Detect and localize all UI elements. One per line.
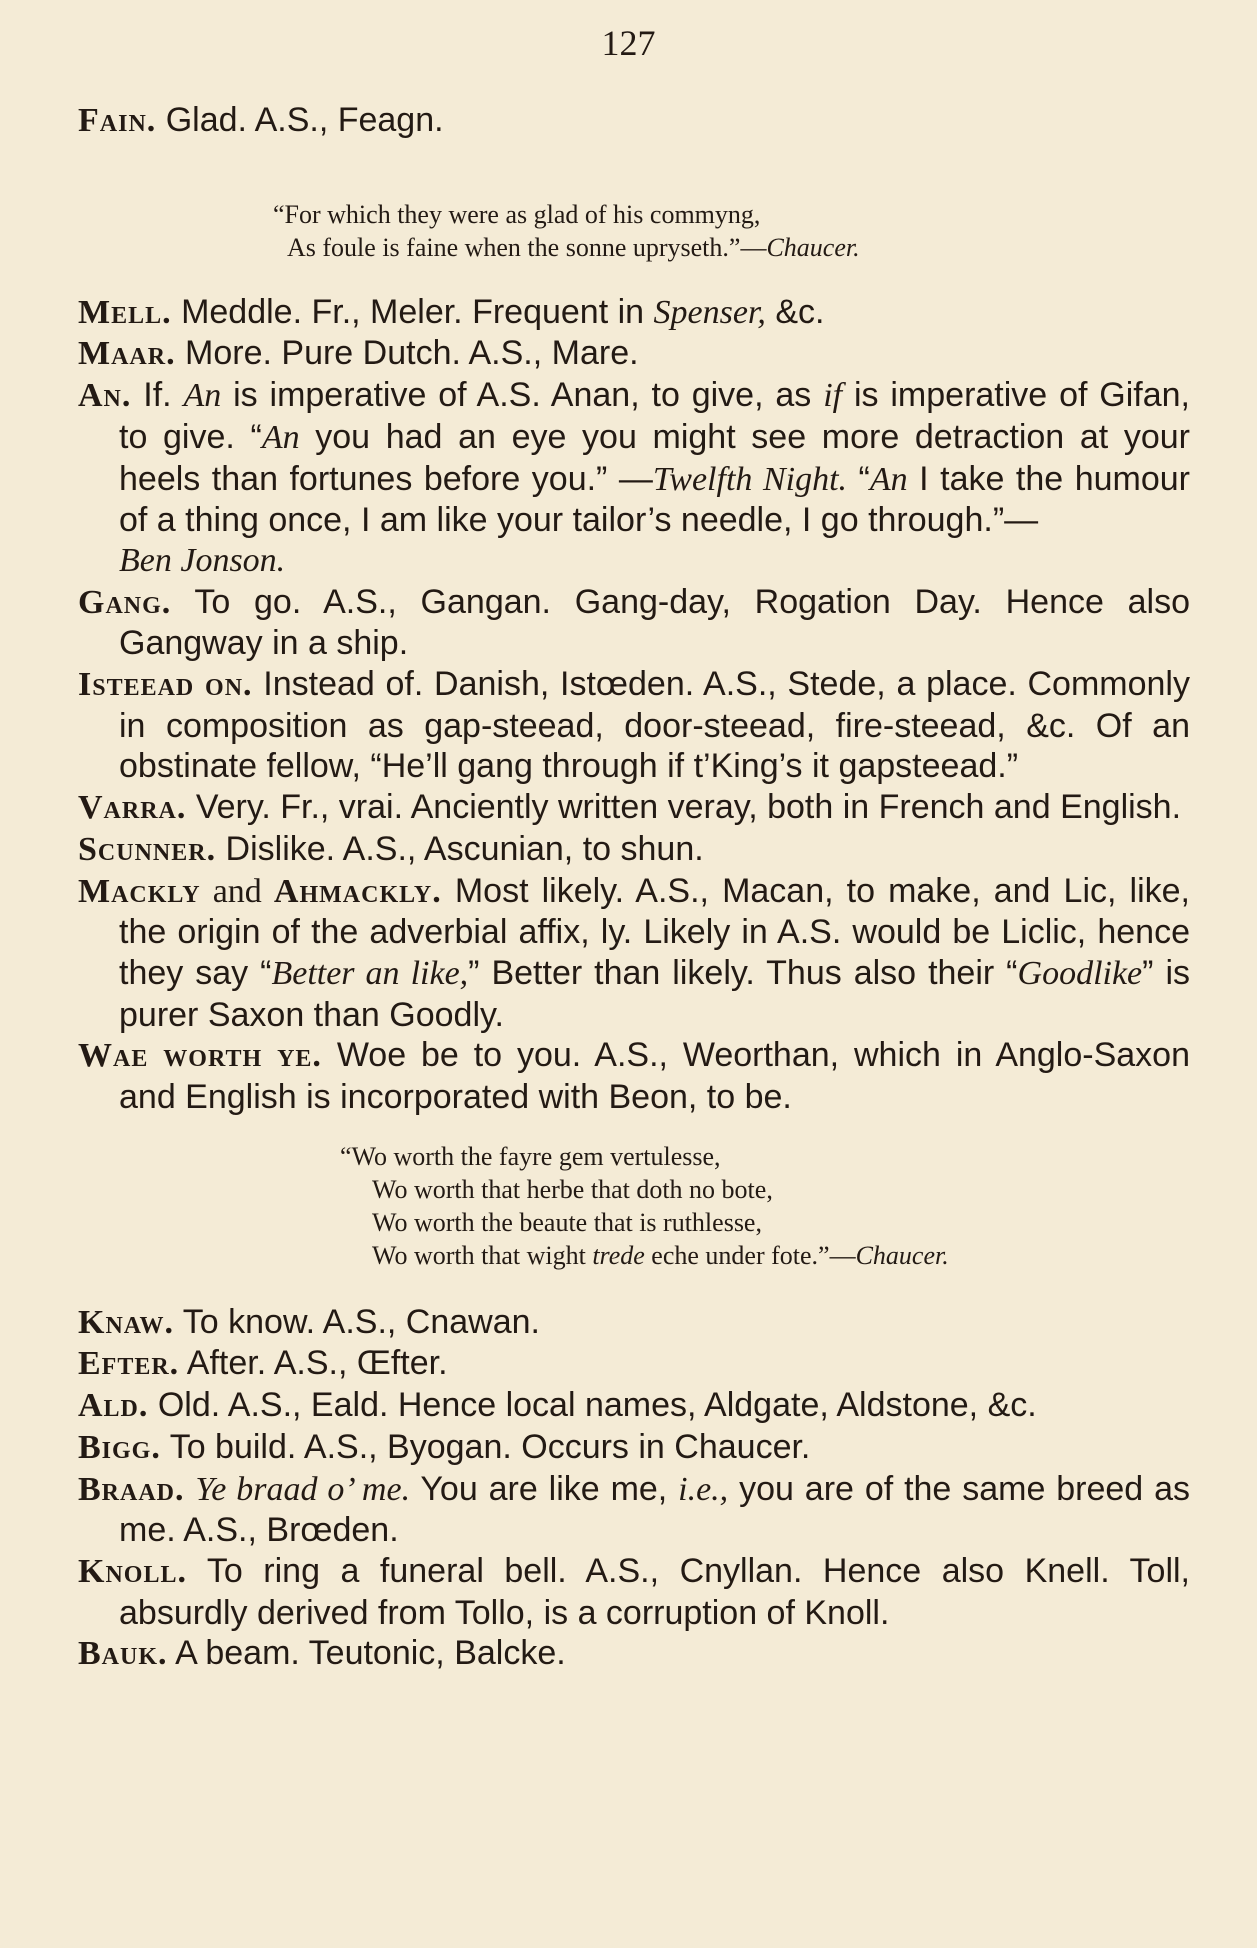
headword: Efter. (78, 1345, 180, 1383)
entry-isteead-on (78, 664, 1190, 787)
quote-line: Wo worth the beaute that is ruthlesse, (372, 1207, 762, 1237)
italic-term: An (261, 418, 300, 456)
headword: Varra. (78, 789, 187, 827)
headword: Wae worth ye. (78, 1037, 322, 1075)
definition: ” is purer Saxon than Goodly. (119, 953, 1191, 1034)
entry-fain (78, 100, 1190, 142)
definition: Woe be to you. A.S., Weorthan, which in Anglo-Saxon and English is incorporated with Beon, to be. (119, 1036, 1191, 1117)
definition: is imperative of Gifan, to give. “ (119, 376, 1190, 456)
headword: Maar. (78, 335, 176, 373)
entry-knaw (78, 1302, 1190, 1344)
quote-line (340, 1239, 1190, 1272)
definition: You are like me, (410, 1469, 679, 1508)
definition: Instead of. Danish, Istœden. A.S., Stede, a place. Commonly in composition as gap-steead, door-steead, fire-steead, &c. Of an obstinate fellow, “He’ll gang through if t’King’s it gapsteead.” (119, 665, 1190, 786)
entry-varra (78, 787, 1190, 829)
quote-chaucer-2 (340, 1140, 1190, 1272)
definition: Very. Fr., vrai. Anciently written veray, both in French and English. (195, 788, 1182, 827)
definition: Meddle. Fr., Meler. Frequent in (181, 292, 654, 331)
italic-term: Spenser, (653, 293, 766, 331)
headword: Bauk. (78, 1635, 168, 1673)
definition: ” Better than likely. Thus also their “ (468, 953, 1018, 992)
definition: To know. A.S., Cnawan. (182, 1302, 540, 1341)
entry-mell (78, 292, 1190, 334)
italic-term: trede (592, 1240, 645, 1270)
page-number: 127 (601, 23, 656, 63)
italic-term: if (823, 377, 843, 415)
quote-author: Chaucer. (855, 1240, 949, 1270)
quote-line: “Wo worth the fayre gem vertulesse, (340, 1141, 721, 1171)
quote-author: Chaucer. (766, 232, 860, 262)
headword: Braad. (78, 1470, 185, 1508)
headword: Fain. (78, 102, 157, 139)
entry-wae-worth-ye (78, 1035, 1190, 1117)
definition: After. A.S., Œfter. (186, 1344, 448, 1383)
quote-chaucer-1 (273, 198, 1190, 264)
definition: Glad. A.S., Feagn. (165, 101, 444, 139)
italic-term: An (183, 377, 222, 415)
attribution: Ben Jonson. (119, 541, 286, 579)
italic-term: Ye braad o’ me. (195, 1470, 411, 1508)
entry-gang (78, 582, 1190, 664)
entry-maar (78, 333, 1190, 375)
italic-term: Better an like, (271, 954, 469, 992)
entry-bauk (78, 1633, 1190, 1675)
headword: Isteead on. (78, 666, 253, 704)
italic-term: Twelfth Night. (652, 460, 848, 498)
definition: I take the humour of a thing once, I am like your tailor’s needle, I go through.”— (119, 459, 1190, 540)
quote-text: eche under fote.”— (644, 1240, 856, 1270)
definition: Most likely. A.S., Macan, to make, and Lic, like, the origin of the adverbial affix, ly. Likely in A.S. would be Liclic, hence they say “ (119, 871, 1190, 992)
headword-conjunction: and (200, 872, 274, 910)
entry-efter (78, 1343, 1190, 1385)
headword: Mell. (78, 293, 172, 331)
headword: Bigg. (78, 1428, 161, 1466)
entry-an (78, 375, 1190, 582)
quote-text: As foule is faine when the sonne upryseth.”— (287, 232, 767, 262)
entry-bigg (78, 1427, 1190, 1469)
definition: A beam. Teutonic, Balcke. (175, 1634, 566, 1673)
headword: Ahmackly. (273, 872, 442, 910)
entry-scunner (78, 829, 1190, 871)
headword: Knaw. (78, 1303, 174, 1341)
definition: you are of the same breed as me. A.S., Brœden. (119, 1469, 1191, 1550)
quote-line: “For which they were as glad of his commyng, (273, 199, 761, 229)
headword: Mackly (78, 872, 201, 910)
definition: To go. A.S., Gangan. Gang-day, Rogation Day. Hence also Gangway in a ship. (119, 582, 1190, 663)
definition: “ (847, 459, 870, 498)
quote-line: Wo worth that herbe that doth no bote, (372, 1174, 773, 1204)
italic-term: Goodlike (1017, 954, 1143, 992)
definition: More. Pure Dutch. A.S., Mare. (185, 334, 639, 373)
definition: you had an eye you might see more detraction at your heels than fortunes before you.” — (119, 417, 1190, 498)
entry-mackly (78, 871, 1190, 1036)
glossary-entries (78, 100, 1190, 1675)
quote-line (273, 231, 1190, 264)
headword: Knoll. (78, 1552, 187, 1590)
italic-term: i.e., (678, 1470, 729, 1508)
headword: Scunner. (78, 830, 217, 868)
definition: Old. A.S., Eald. Hence local names, Aldgate, Aldstone, &c. (157, 1386, 1037, 1425)
entry-ald (78, 1385, 1190, 1427)
entry-braad (78, 1469, 1190, 1551)
definition: To build. A.S., Byogan. Occurs in Chaucer. (169, 1427, 811, 1466)
headword: An. (78, 377, 132, 415)
definition: is imperative of A.S. Anan, to give, as (221, 376, 824, 415)
definition: If. (143, 376, 184, 415)
headword: Ald. (78, 1387, 149, 1425)
entry-knoll (78, 1551, 1190, 1633)
definition: &c. (765, 292, 825, 331)
definition: To ring a funeral bell. A.S., Cnyllan. Hence also Knell. Toll, absurdly derived from Tollo, is a corruption of Knoll. (119, 1551, 1190, 1632)
definition: Dislike. A.S., Ascunian, to shun. (225, 829, 704, 868)
quote-text: Wo worth that wight (372, 1240, 593, 1270)
headword: Gang. (78, 583, 172, 621)
italic-term: An (869, 460, 908, 498)
